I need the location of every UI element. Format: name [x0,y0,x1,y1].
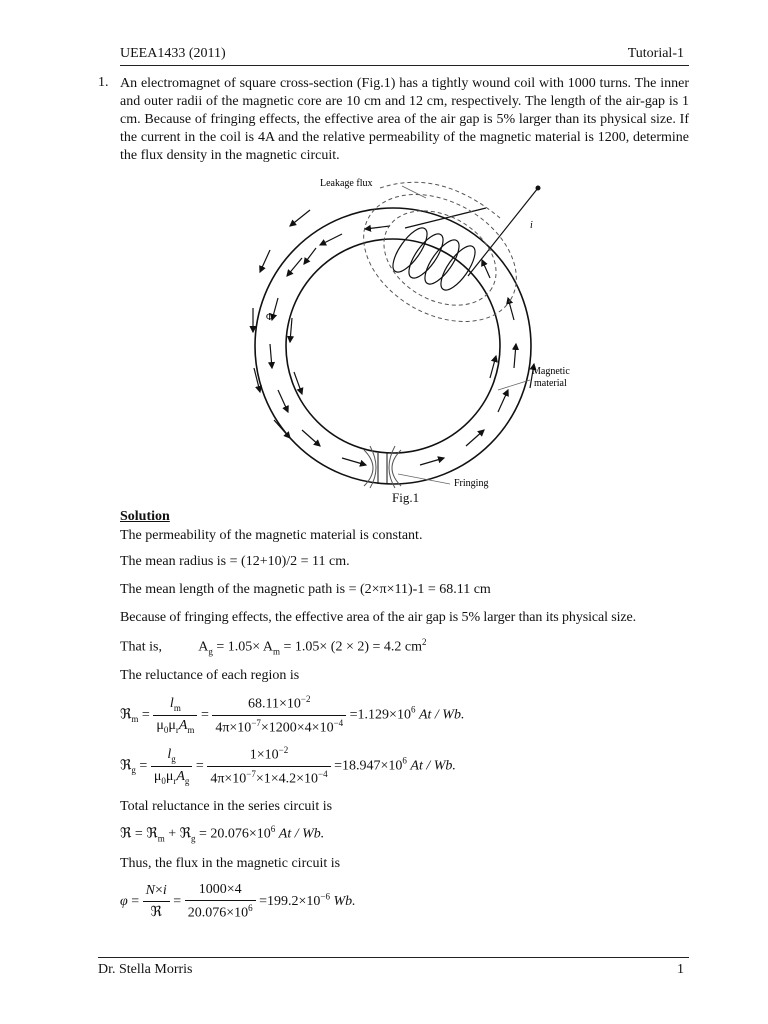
footer-author: Dr. Stella Morris [98,962,193,977]
phi-label: Φ [266,312,274,323]
tutorial-label: Tutorial-1 [627,46,684,61]
figure-caption: Fig.1 [392,490,420,505]
area-equation: That is, $A_g = 1.05\times A_m = 1.05\times (2 \times 2) = 4.2$ $cm^2$ [120,637,427,657]
solution-heading: Solution [120,509,170,524]
header-rule [120,65,689,66]
flux-equation: φ = $\frac{N\times i}{\text{ℜ}}$ = $\frac{1000\times 4}{20.076\times 10^6}$ $=199.2\times 10^{-6}$ Wb. [120,882,356,921]
footer-rule [98,957,689,958]
current-label: i [530,220,533,231]
question-text: An electromagnet of square cross-section (Fig.1) has a tightly wound coil with 1000 turns. The inner and outer radii of the magnetic core are 10 cm and 12 cm, respectively. The length of the air-gap is 1 cm. Because of fringing effects, the effective area of the air gap is 5% larger than its physical size. If the current in the coil is 4A and the relative permeability of the magnetic material is 1200, determine the flux density in the magnetic circuit. [120,76,689,163]
leakage-flux-lines [341,169,539,348]
total-reluctance-equation: ℜ = ℜ$_m$ + ℜ$_g$ = $20.076\times 10^6$ At / Wb. [120,824,325,844]
area-eq-part1: = 1.05× A [216,639,273,655]
solution-line-2: The mean radius is = (12+10)/2 = 11 cm. [120,554,350,569]
solution-line-3: The mean length of the magnetic path is = (2×π×11)-1 = 68.11 cm [120,582,491,597]
electromagnet-figure [230,168,590,498]
solution-line-6: The reluctance of each region is [120,668,300,683]
leakage-leader [402,186,426,198]
material-label: material [534,378,567,389]
solution-line-7: Total reluctance in the series circuit is [120,799,333,814]
solution-line-4: Because of fringing effects, the effective area of the air gap is 5% larger than its physical size. [120,610,637,625]
area-eq-part2: = 1.05× (2 × 2) = 4.2 cm [283,639,423,655]
that-is: That is, [120,639,162,655]
page-number: 1 [677,962,684,977]
question-number: 1. [98,75,109,90]
magnetic-label: Magnetic [532,366,570,377]
rm-equation: ℜ$_m$ = $\frac{l_m}{\mu_0\mu_rA_m}$ = $\frac{68.11\times 10^{-2}}{4\pi\times 10^{-7}\times 1200\times 4\times 10^{-4}}$ $=1.129\times 10^6$ At / Wb. [120,694,465,736]
coil-windings [387,188,538,295]
solution-line-1: The permeability of the magnetic material is constant. [120,528,423,543]
course-code: UEEA1433 (2011) [120,46,226,61]
leakage-flux-label: Leakage flux [320,178,373,189]
fringing-label: Fringing [454,478,489,489]
rg-equation: ℜ$_g$ = $\frac{l_g}{\mu_0\mu_rA_g}$ = $\frac{1\times 10^{-2}}{4\pi\times 10^{-7}\times 1\times 4.2\times 10^{-4}}$ $=18.947\times 10^6$ At / Wb. [120,745,456,787]
solution-line-8: Thus, the flux in the magnetic circuit is [120,856,341,871]
terminal-dot [536,186,541,191]
